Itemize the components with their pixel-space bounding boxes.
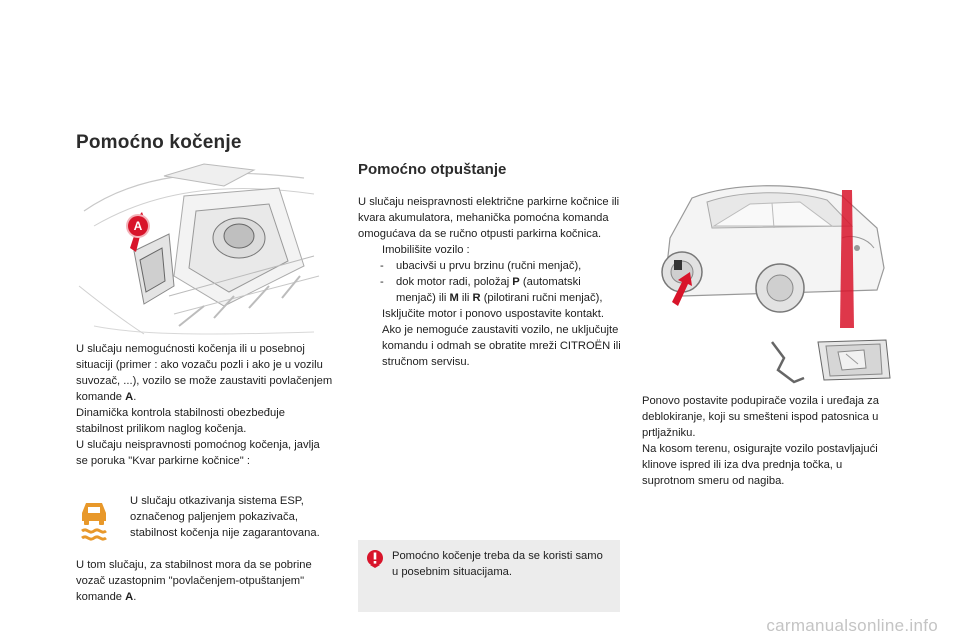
- tools-illustration: [768, 336, 892, 386]
- dash-item-automatic: - dok motor radi, položaj P (automatski menjač) ili M ili R (pilotirani ručni menjač),: [380, 276, 603, 304]
- para-emergency: U slučaju nemogućnosti kočenja ili u posebnoj situaciji (primer : ako vozaču pozli i ako je u vozilu suvozač, ...), vozilo se može zaustaviti povlačenjem komande A.: [76, 343, 333, 403]
- para-stability: Dinamička kontrola stabilnosti obezbeđuje stabilnost prilikom naglog kočenja.: [76, 407, 285, 435]
- watermark: carmanualsonline.info: [766, 616, 938, 635]
- esp-text: U slučaju otkazivanja sistema ESP, označenog paljenjem pokazivača, stabilnost kočenja nije zagarantovana.: [130, 495, 320, 539]
- right-text: [618, 393, 880, 489]
- note-text: Pomoćno kočenje treba da se koristi samo u posebnim situacijama.: [392, 550, 603, 578]
- bullet-immobilize: Imobilišite vozilo :: [382, 244, 470, 256]
- car-illustration: [652, 178, 890, 340]
- para-pull-release: U tom slučaju, za stabilnost mora da se pobrine vozač uzastopnim "povlačenjem-otpuštanjem" komande A.: [76, 559, 312, 603]
- bullet-slope-wedges: Na kosom terenu, osigurajte vozilo postavljajući klinove ispred ili iza dva prednja točka, u suprotnom smeru od nagiba.: [642, 443, 878, 487]
- page-title: Pomoćno kočenje: [76, 132, 242, 153]
- left-text: [76, 341, 334, 469]
- warning-note: [358, 540, 620, 612]
- section-heading: Pomoćno otpuštanje: [358, 161, 507, 178]
- para-fault-message: U slučaju neispravnosti pomoćnog kočenja, javlja se poruka "Kvar parkirne kočnice" :: [76, 439, 320, 467]
- callout-a-badge: [128, 216, 148, 236]
- dash-item-manual: - ubacivši u prvu brzinu (ručni menjač),: [380, 260, 582, 272]
- bullet-ignition: Isključite motor i ponovo uspostavite kontakt. Ako je nemoguće zaustaviti vozilo, ne uključujte komandu i odmah se obratite mreži CITROËN ili stručnom servisu.: [382, 308, 621, 368]
- middle-text: [358, 194, 622, 370]
- intro-paragraph: U slučaju neispravnosti električne parkirne kočnice ili kvara akumulatora, mehanička pomoćna komanda omogućava da se ručno otpusti parkirna kočnica.: [358, 196, 620, 240]
- bullet-refit-tools: Ponovo postavite podupirače vozila i uređaja za deblokiranje, koji su smešteni ispod patosnica u prtljažniku.: [642, 395, 879, 439]
- esp-warning-icon: [80, 499, 108, 541]
- console-illustration: [74, 156, 320, 338]
- callout-a-label: A: [133, 219, 143, 233]
- warning-icon: [366, 549, 384, 567]
